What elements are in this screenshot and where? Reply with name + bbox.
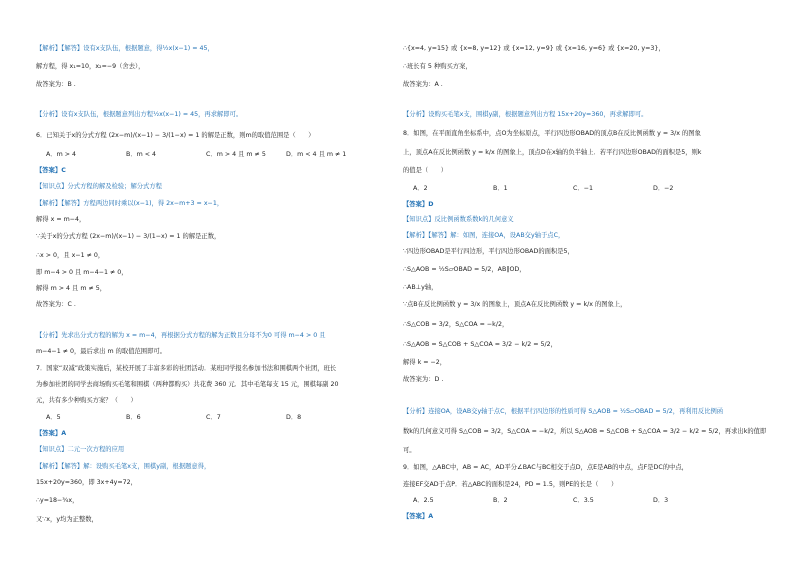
text-line: 元，共有多少种购买方案？（ ）	[36, 397, 137, 404]
text-line: 即 m−4 > 0 且 m−4−1 ≠ 0，	[36, 269, 128, 276]
text-line: ∵点B在反比例函数 y = 3/x 的图象上，顶点A在反比例函数 y = k/x 的图象上，	[403, 301, 627, 308]
question-6: 6．已知关于x的分式方程 (2x−m)/(x−1) − 3/(1−x) = 1 的解是正数，则m的取值范围是（ ）	[36, 132, 315, 139]
text-line: 【知识点】反比例函数系数k的几何意义	[403, 216, 514, 223]
text-line: 【分析】设购买毛笔x支，围棋y副，根据题意列出方程 15x+20y=360，再求解即可。	[403, 111, 648, 118]
text-line: 连接EF交AD于点P．若△ABC的面积是24，PD = 1.5，则PE的长是（ ）	[403, 481, 618, 488]
text-line: ∴S△AOB = S△COB + S△COA = 3/2 − k/2 = 5/2，	[403, 341, 557, 348]
text-line: 【解析】【解答】解：如图，连接OA，设AB交y轴于点C，	[403, 232, 565, 239]
option-a: A．2.5	[413, 497, 434, 504]
text-line: 故答案为：C .	[36, 301, 76, 308]
right-column	[403, 0, 767, 562]
text-line: 解得 m > 4 且 m ≠ 5，	[36, 285, 107, 292]
left-column	[36, 0, 381, 562]
text-line: 15x+20y=360，即 3x+4y=72，	[36, 479, 137, 486]
option-d: D．m < 4 且 m ≠ 1	[286, 151, 347, 158]
text-line: 上，顶点A在反比例函数 y = k/x 的图象上，顶点D在x轴的负半轴上．若平行四边形OBAD的面积是5，则k	[403, 149, 702, 156]
text-line: 解得 k = −2，	[403, 359, 447, 366]
q6-options	[46, 150, 366, 159]
option-c: C．−1	[573, 185, 593, 192]
text-line: 为参加社团的同学去商场购买毛笔和围棋（两种都购买）共花费 360 元．其中毛笔每支 15 元，围棋每副 20	[36, 381, 339, 388]
option-d: D．−2	[653, 185, 674, 192]
text-line: 故答案为：A .	[403, 81, 443, 88]
option-b: B．m < 4	[126, 151, 157, 158]
text-line: ∴AB⊥y轴，	[403, 284, 438, 291]
option-a: A．5	[46, 414, 61, 421]
answer-label: 【答案】D	[403, 201, 434, 208]
option-b: B．2	[493, 497, 508, 504]
text-line: 【解析】【解答】方程两边同时乘以(x−1)，得 2x−m+3 = x−1，	[36, 200, 224, 207]
text-line: ∴班长有 5 种购买方案，	[403, 63, 472, 70]
text-line: ∴x > 0，且 x−1 ≠ 0，	[36, 252, 105, 259]
text-line: 数k的几何意义可得 S△COB = 3/2，S△COA = −k/2，所以 S△AOB = S△COB + S△COA = 3/2 − k/2 = 5/2，再求出k的值即	[403, 428, 767, 435]
answer-label: 【答案】A	[403, 513, 434, 520]
text-line: 【知识点】分式方程的解及检验；解分式方程	[36, 183, 162, 190]
q8-options	[413, 184, 733, 193]
q9-options	[413, 496, 733, 505]
text-line: 可。	[403, 447, 416, 454]
text-line: ∴S△AOB = ½S▱OBAD = 5/2，AB∥OD，	[403, 266, 526, 273]
text-line: 【解析】【解答】解：设购买毛笔x支，围棋y副，根据题意得，	[36, 463, 211, 470]
text-line: ∴{x=4, y=15} 或 {x=8, y=12} 或 {x=12, y=9} 或 {x=16, y=6} 或 {x=20, y=3}，	[403, 45, 665, 52]
text-line: 的值是（ ）	[403, 167, 448, 174]
text-line: 【分析】设有x支队伍，根据题意列出方程½x(x−1) = 45，再求解即可。	[36, 111, 243, 118]
text-line: 故答案为：B .	[36, 81, 76, 88]
option-b: B．6	[126, 414, 141, 421]
question-9: 9．如图，△ABC中，AB = AC，AD平分∠BAC与BC相交于点D，点E是AB的中点，点F是DC的中点，	[403, 464, 688, 471]
text-line: m−4−1 ≠ 0，最后求出 m 的取值范围即可。	[36, 348, 166, 355]
text-line: 解得 x = m−4，	[36, 216, 86, 223]
q7-options	[46, 413, 366, 422]
text-line: ∵四边形OBAD是平行四边形，平行四边形OBAD的面积是5，	[403, 248, 574, 255]
text-line: ∴S△COB = 3/2，S△COA = −k/2，	[403, 321, 509, 328]
text-line: ∵关于x的分式方程 (2x−m)/(x−1) − 3/(1−x) = 1 的解是正数，	[36, 233, 221, 240]
text-line: 【分析】先求出分式方程的解为 x = m−4，再根据分式方程的解为正数且分母不为0 可得 m−4 > 0 且	[36, 332, 326, 339]
question-7: 7．国家“双减”政策实施后，某校开展了丰富多彩的社团活动．某班同学报名参加书法和围棋两个社团，班长	[36, 365, 337, 372]
option-c: C．7	[206, 414, 221, 421]
question-8: 8．如图，在平面直角坐标系中，点O为坐标原点，平行四边形OBAD的顶点B在反比例函数 y = 3/x 的图象	[403, 130, 701, 137]
text-line: 解方程，得 x₁=10，x₂=−9（舍去），	[36, 63, 145, 70]
answer-label: 【答案】C	[36, 167, 66, 174]
option-a: A．2	[413, 185, 428, 192]
text-line: 【解析】【解答】设有x支队伍，根据题意，得½x(x−1) = 45，	[36, 45, 214, 52]
text-line: 故答案为：D .	[403, 376, 444, 383]
option-a: A．m > 4	[46, 151, 77, 158]
option-b: B．1	[493, 185, 508, 192]
text-line: 又∵x，y均为正整数，	[36, 516, 98, 523]
option-c: C．3.5	[573, 497, 594, 504]
option-c: C．m > 4 且 m ≠ 5	[206, 151, 266, 158]
text-line: ∴y=18−¾x，	[36, 497, 79, 504]
option-d: D．3	[653, 497, 669, 504]
text-line: 【分析】连接OA，设AB交y轴于点C，根据平行四边形的性质可得 S△AOB = ½S▱OBAD = 5/2，再利用反比例函	[403, 408, 724, 415]
option-d: D．8	[286, 414, 302, 421]
text-line: 【知识点】二元一次方程的应用	[36, 446, 125, 453]
answer-label: 【答案】A	[36, 430, 67, 437]
